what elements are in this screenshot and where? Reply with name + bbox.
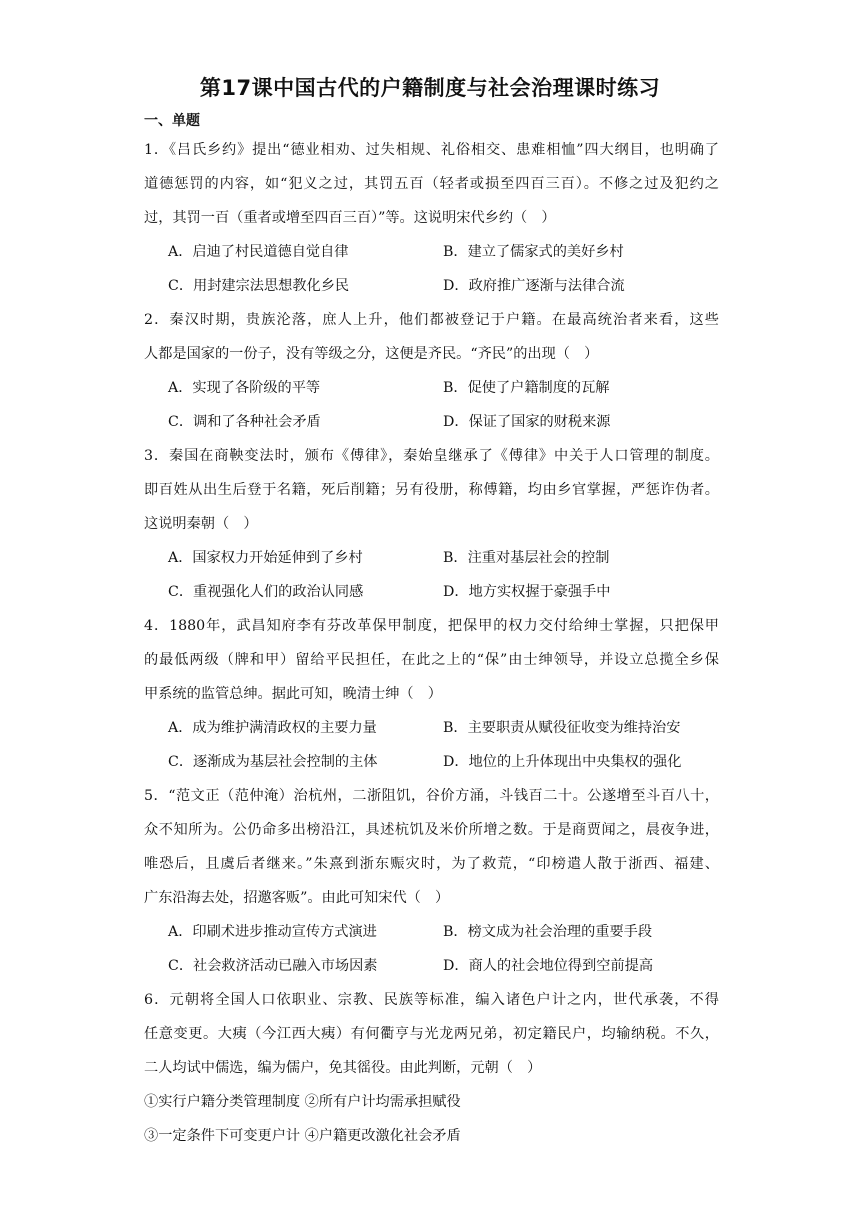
- q5-line-1: 5．“范文正（范仲淹）治杭州，二浙阻饥，谷价方涌，斗钱百二十。公遂增至斗百八十，: [144, 788, 719, 804]
- q5-option-c[interactable]: C．社会救济活动已融入市场因素: [168, 958, 378, 974]
- q5-line-4: 广东沿海去处，招邀客贩”。由此可知宋代（ ）: [144, 890, 450, 906]
- q1-line-3: 过，其罚一百（重者或增至四百三百）”等。这说明宋代乡约（ ）: [144, 210, 556, 226]
- q3-line-1: 3．秦国在商鞅变法时，颁布《傅律》，秦始皇继承了《傅律》中关于人口管理的制度。: [144, 448, 719, 464]
- q3-option-b[interactable]: B．注重对基层社会的控制: [443, 550, 610, 566]
- section-heading: 一、单题: [144, 113, 200, 129]
- q3-option-d[interactable]: D．地方实权握于豪强手中: [443, 584, 611, 600]
- q4-option-a[interactable]: A．成为维护满清政权的主要力量: [168, 720, 377, 736]
- q3-option-c[interactable]: C．重视强化人们的政治认同感: [168, 584, 364, 600]
- q5-line-2: 众不知所为。公仍命多出榜沿江，具述杭饥及米价所增之数。于是商贾闻之，晨夜争进，: [144, 822, 719, 838]
- q4-line-2: 的最低两级（牌和甲）留给平民担任，在此之上的“保”由士绅领导，并设立总揽全乡保: [144, 652, 719, 668]
- q3-line-2: 即百姓从出生后登于名籍，死后削籍；另有役册，称傅籍，均由乡官掌握，严惩诈伪者。: [144, 482, 719, 498]
- q2-line-2: 人都是国家的一份子，没有等级之分，这便是齐民。“齐民”的出现（ ）: [144, 346, 599, 362]
- q6-line-2: 任意变更。大痍（今江西大痍）有何衢亨与光龙两兄弟，初定籍民户，均输纳税。不久，: [144, 1026, 719, 1042]
- q6-line-1: 6．元朝将全国人口依职业、宗教、民族等标准，编入诸色户计之内，世代承袭，不得: [144, 992, 719, 1008]
- q2-option-a[interactable]: A．实现了各阶级的平等: [168, 380, 321, 396]
- q1-option-c[interactable]: C．用封建宗法思想教化乡民: [168, 278, 350, 294]
- q6-statements-2: ③一定条件下可变更户计 ④户籍更改激化社会矛盾: [144, 1128, 461, 1144]
- q6-line-3: 二人均试中儒选，编为儒户，免其徭役。由此判断，元朝（ ）: [144, 1060, 542, 1076]
- q3-line-3: 这说明秦朝（ ）: [144, 516, 258, 532]
- q4-line-1: 4．1880年，武昌知府李有芬改革保甲制度，把保甲的权力交付给绅士掌握，只把保甲: [144, 618, 719, 634]
- q4-line-3: 甲系统的监管总绅。据此可知，晚清士绅（ ）: [144, 686, 442, 702]
- q6-statements-1: ①实行户籍分类管理制度 ②所有户计均需承担赋役: [144, 1094, 461, 1110]
- q1-line-2: 道德惩罚的内容，如“犯义之过，其罚五百（轻者或损至四百三百）。不修之过及犯约之: [144, 176, 719, 192]
- q5-line-3: 唯恐后，且虞后者继来。”朱熹到浙东赈灾时，为了救荒，“印榜遣人散于浙西、福建、: [144, 856, 719, 872]
- q4-option-c[interactable]: C．逐渐成为基层社会控制的主体: [168, 754, 378, 770]
- q5-option-d[interactable]: D．商人的社会地位得到空前提高: [443, 958, 654, 974]
- q1-option-a[interactable]: A．启迪了村民道德自觉自律: [168, 244, 349, 260]
- page-title: 第17课中国古代的户籍制度与社会治理课时练习: [199, 76, 661, 100]
- q2-line-1: 2．秦汉时期，贵族沦落，庶人上升，他们都被登记于户籍。在最高统治者来看，这些: [144, 312, 719, 328]
- q5-option-a[interactable]: A．印刷术进步推动宣传方式演进: [168, 924, 377, 940]
- q2-option-d[interactable]: D．保证了国家的财税来源: [443, 414, 611, 430]
- q2-option-c[interactable]: C．调和了各种社会矛盾: [168, 414, 321, 430]
- q3-option-a[interactable]: A．国家权力开始延伸到了乡村: [168, 550, 363, 566]
- q1-option-b[interactable]: B．建立了儒家式的美好乡村: [443, 244, 624, 260]
- q1-line-1: 1．《吕氏乡约》提出“德业相劝、过失相规、礼俗相交、患难相恤”四大纲目，也明确了: [144, 142, 719, 158]
- q5-option-b[interactable]: B．榜文成为社会治理的重要手段: [443, 924, 653, 940]
- q4-option-b[interactable]: B．主要职责从赋役征收变为维持治安: [443, 720, 681, 736]
- q2-option-b[interactable]: B．促使了户籍制度的瓦解: [443, 380, 610, 396]
- q1-option-d[interactable]: D．政府推广逐渐与法律合流: [443, 278, 625, 294]
- q4-option-d[interactable]: D．地位的上升体现出中央集权的强化: [443, 754, 682, 770]
